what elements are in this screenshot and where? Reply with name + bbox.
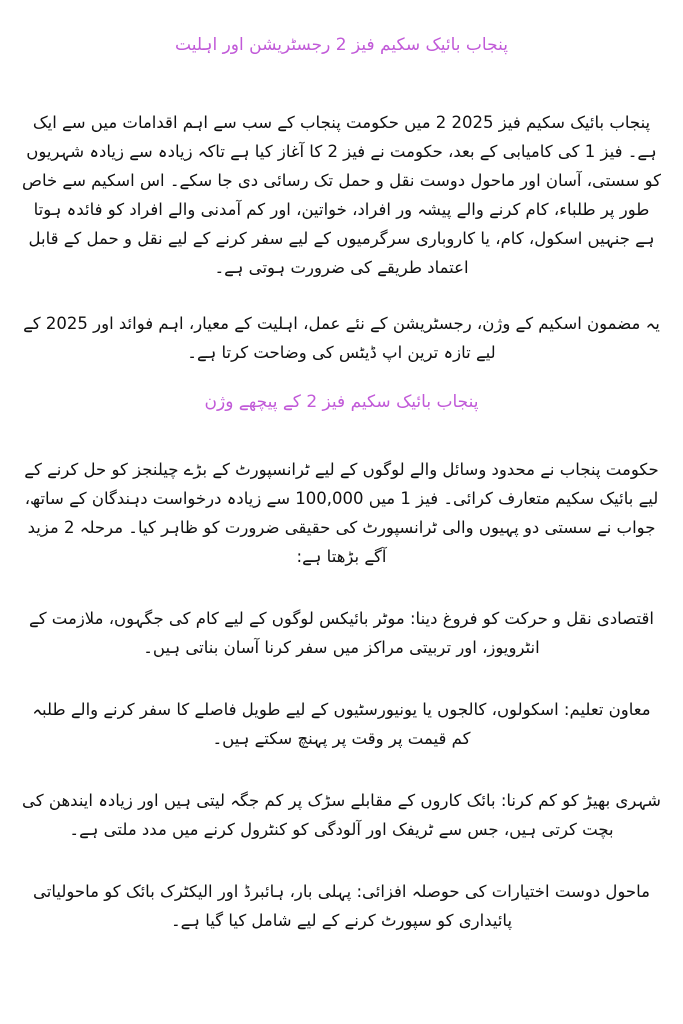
article-title: پنجاب بائیک سکیم فیز 2 رجسٹریشن اور اہلیت (175, 35, 508, 55)
intro-paragraph: پنجاب بائیک سکیم فیز 2025 2 میں حکومت پنجاب کے سب سے اہم اقدامات میں سے ایک ہے۔ فیز 1 کی کامیابی کے بعد، حکومت نے فیز 2 کا آغاز کیا ہے تاکہ زیادہ سے زیادہ شہریوں کو سستی، آسان اور ماحول دوست نقل و حمل تک رسائی دی جا سکے۔ اس اسکیم سے خاص طور پر طلباء، کام کرنے والے پیشہ ور افراد، خواتین، اور کم آمدنی والے افراد کو فائدہ ہوتا ہے جنہیں اسکول، کام، یا کاروباری سرگرمیوں کے لیے سفر کرنے کے لیے نقل و حمل کے قابل اعتماد طریقے کی ضرورت ہوتی ہے۔ (22, 113, 661, 277)
history-paragraph: حکومت پنجاب نے محدود وسائل والے لوگوں کے لیے ٹرانسپورٹ کے بڑے چیلنجز کو حل کرنے کے لیے بائیک سکیم متعارف کرائی۔ فیز 1 میں 100,000 سے زیادہ درخواست دہندگان کے ساتھ، جواب نے سستی دو پہیوں والی ٹرانسپورٹ کی حقیقی ضرورت کو ظاہر کیا۔ مرحلہ 2 مزید آگے بڑھتا ہے: (24, 460, 659, 566)
benefit-eco-friendly: ماحول دوست اختیارات کی حوصلہ افزائی: پہلی بار، ہائبرڈ اور الیکٹرک بائک کو ماحولیاتی پائیداری کو سپورٹ کرنے کے لیے شامل کیا گیا ہے۔ (32, 882, 650, 930)
benefit-economic-mobility: اقتصادی نقل و حرکت کو فروغ دینا: موٹر بائیکس لوگوں کے لیے کام کی جگہوں، ملازمت کے انٹرویوز، اور تربیتی مراکز میں سفر کرنا آسان بناتی ہیں۔ (29, 609, 654, 657)
benefit-education: معاون تعلیم: اسکولوں، کالجوں یا یونیورسٹیوں کے لیے طویل فاصلے کا سفر کرنے والے طلبہ کم قیمت پر وقت پر پہنچ سکتے ہیں۔ (32, 700, 651, 748)
benefit-urban-congestion: شہری بھیڑ کو کم کرنا: بائک کاروں کے مقابلے سڑک پر کم جگہ لیتی ہیں اور زیادہ ایندھن کی بچت کرتی ہیں، جس سے ٹریفک اور آلودگی کو کنٹرول کرنے میں مدد ملتی ہے۔ (22, 791, 661, 839)
section-heading-vision: پنجاب بائیک سکیم فیز 2 کے پیچھے وژن (204, 392, 479, 412)
summary-paragraph: یہ مضمون اسکیم کے وژن، رجسٹریشن کے نئے عمل، اہلیت کے معیار، اہم فوائد اور 2025 کے لیے تازہ ترین اپ ڈیٹس کی وضاحت کرتا ہے۔ (23, 314, 660, 362)
